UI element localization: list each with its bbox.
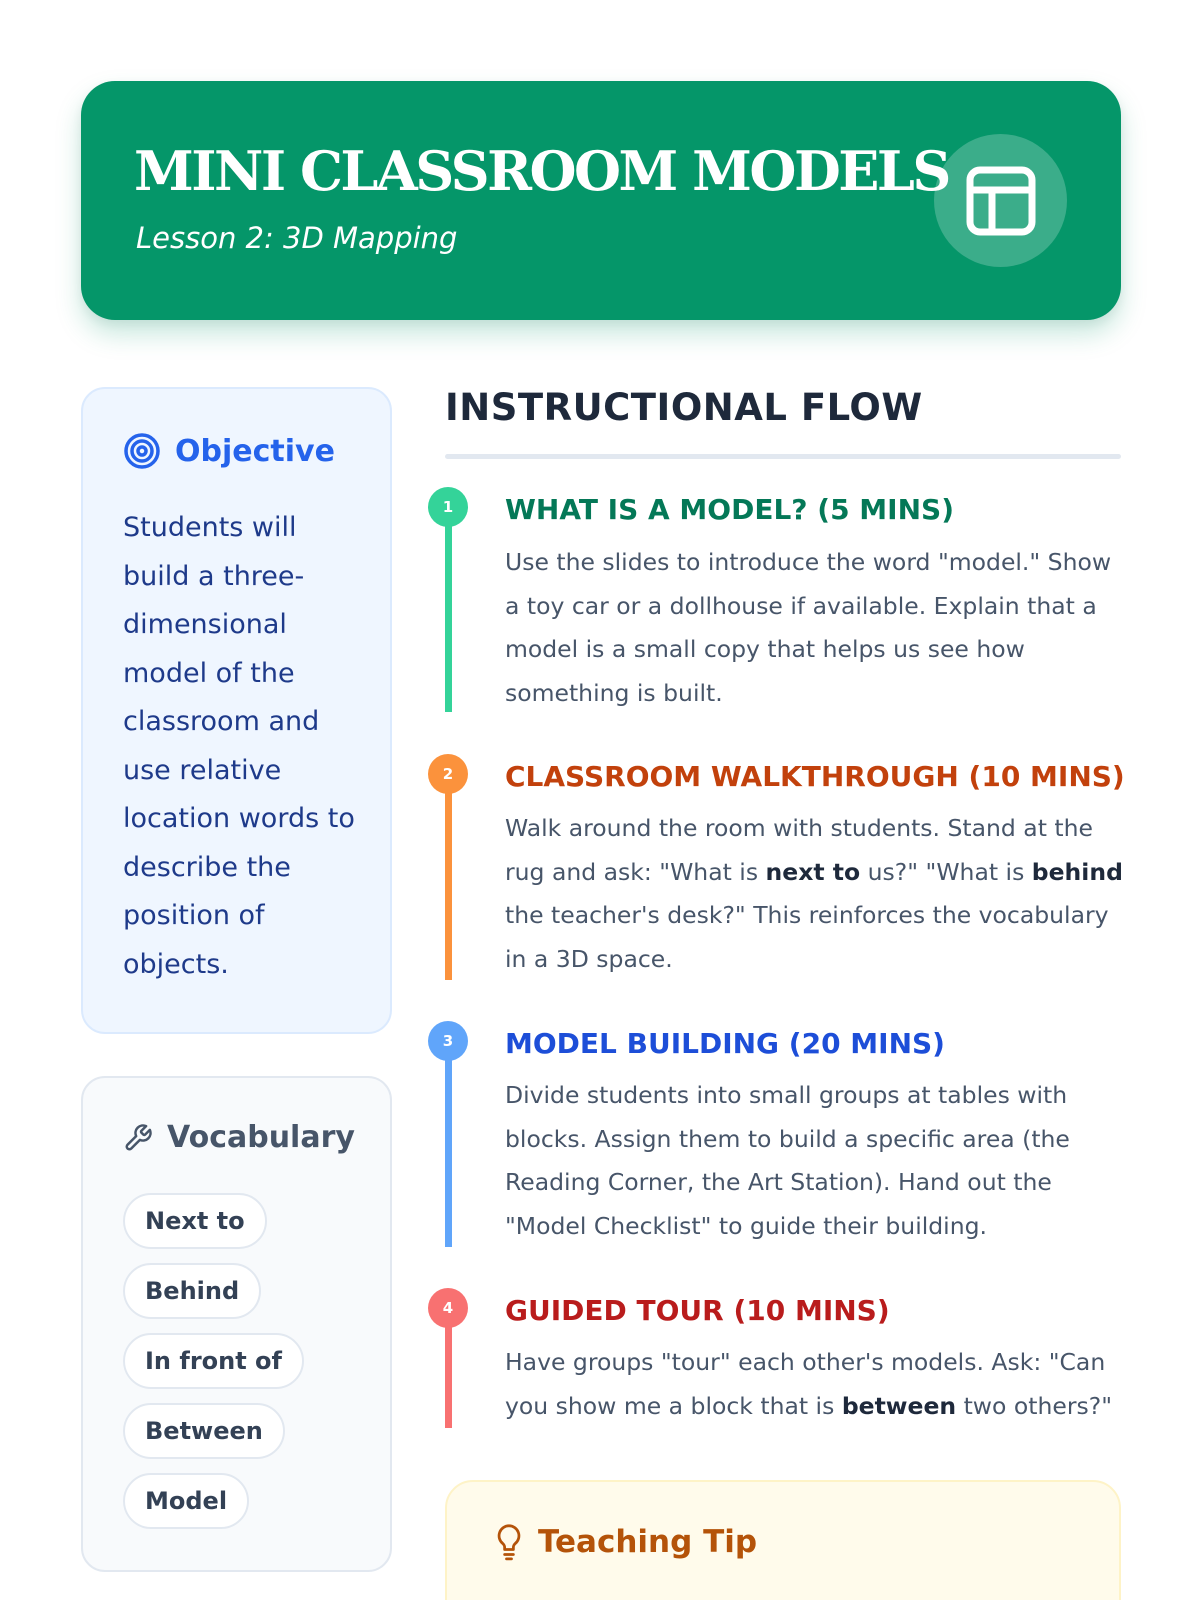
step-body: [505, 1341, 1125, 1428]
step-body-text: Have groups "tour" each other's models. Ask: "Can you show me a block that is: [505, 1348, 1106, 1420]
vocab-word: In front of: [123, 1333, 304, 1389]
step-title: GUIDED TOUR (10 MINS): [505, 1294, 890, 1327]
step-body-text: two others?": [956, 1391, 1113, 1420]
objective-heading-label: Objective: [175, 433, 335, 469]
step-body: Use the slides to introduce the word "model." Show a toy car or a dollhouse if available. Explain that a model is a small copy that helps us see how something is built.: [505, 548, 1112, 707]
vocabulary-heading-label: Vocabulary: [167, 1120, 355, 1155]
page-title: MINI CLASSROOM MODELS: [134, 139, 949, 203]
flow-divider: [445, 454, 1121, 459]
step-timeline-line: [445, 507, 452, 712]
target-icon: [123, 432, 161, 470]
step-number-badge: 3: [428, 1021, 468, 1061]
step-body-text: the teacher's desk?" This reinforces the vocabulary in a 3D space.: [505, 901, 1109, 973]
layout-icon: [934, 134, 1067, 267]
vocabulary-heading: [123, 1120, 355, 1155]
page-subtitle: Lesson 2: 3D Mapping: [136, 221, 458, 255]
vocab-word: Model: [123, 1473, 249, 1529]
step-number-badge: 1: [428, 487, 468, 527]
step-title: MODEL BUILDING (20 MINS): [505, 1027, 945, 1060]
vocab-word: Between: [123, 1403, 285, 1459]
step-body: [505, 807, 1125, 981]
wrench-icon: [123, 1123, 153, 1153]
objective-text: Students will build a three-dimensional model of the classroom and use relative location words to describe the position of objects.: [123, 512, 355, 980]
step-body: Divide students into small groups at tables with blocks. Assign them to build a specific area (the Reading Corner, the Art Station). Hand out the "Model Checklist" to guide their building.: [505, 1081, 1070, 1240]
vocab-word: Next to: [123, 1193, 267, 1249]
step-title: CLASSROOM WALKTHROUGH (10 MINS): [505, 760, 1125, 793]
step-body-bold: next to: [765, 857, 861, 886]
lightbulb-icon: [494, 1523, 524, 1561]
header-banner: [81, 81, 1121, 320]
step-number-badge: 2: [428, 754, 468, 794]
step-timeline-line: [445, 774, 452, 980]
step-number-badge: 4: [428, 1288, 468, 1328]
teaching-tip-heading: [494, 1523, 757, 1561]
step-body-text: Walk around the room with students. Stand at the rug and ask: "What is: [505, 814, 1093, 886]
flow-title: INSTRUCTIONAL FLOW: [445, 386, 923, 429]
step-body-text: us?" "What is: [860, 857, 1032, 886]
step-body-bold: between: [841, 1391, 957, 1420]
step-title: WHAT IS A MODEL? (5 MINS): [505, 493, 954, 526]
objective-heading: [123, 432, 335, 470]
step-timeline-line: [445, 1041, 452, 1247]
step-body-bold: behind: [1031, 857, 1123, 886]
vocab-word: Behind: [123, 1263, 261, 1319]
teaching-tip-label: Teaching Tip: [538, 1524, 758, 1560]
